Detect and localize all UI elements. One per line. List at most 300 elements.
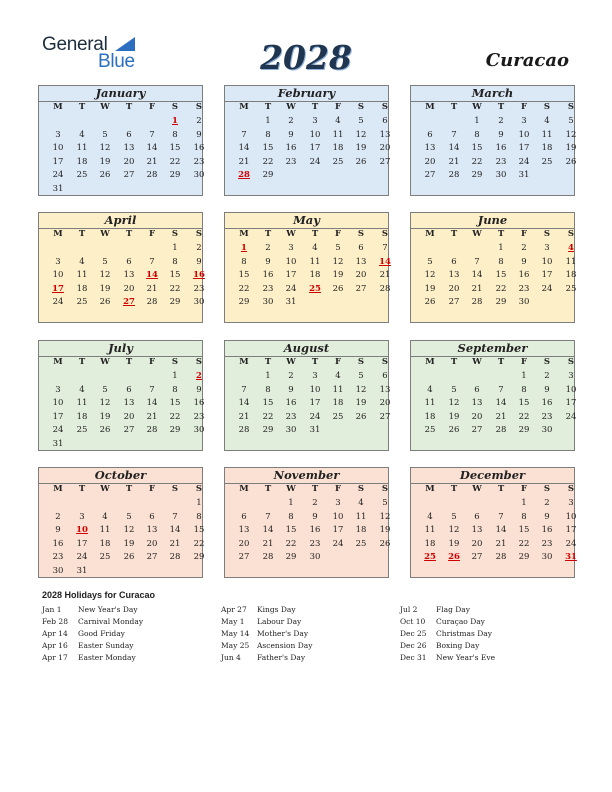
day-cell: 14 bbox=[146, 143, 158, 153]
day-cell: 7 bbox=[172, 511, 178, 522]
day-cell: 17 bbox=[52, 156, 64, 167]
holiday-date: Oct 10 bbox=[400, 617, 426, 626]
day-cell: 4 bbox=[79, 129, 85, 140]
day-cell: 3 bbox=[79, 511, 85, 522]
day-cell: 1 bbox=[498, 243, 504, 253]
day-cell: 25 bbox=[565, 283, 577, 294]
day-cell: 17 bbox=[565, 398, 577, 408]
day-cell: 6 bbox=[126, 256, 132, 267]
week-row bbox=[411, 524, 577, 537]
holiday-date: May 25 bbox=[221, 641, 250, 650]
day-cell: 20 bbox=[424, 156, 436, 167]
weekday-label: F bbox=[520, 484, 528, 494]
day-cell: 21 bbox=[379, 270, 391, 280]
day-cell: 5 bbox=[568, 116, 574, 126]
weekday-label: S bbox=[357, 102, 365, 112]
day-cell: 10 bbox=[565, 384, 577, 395]
week-row bbox=[39, 411, 205, 424]
day-cell: 28 bbox=[262, 552, 274, 562]
day-cell: 13 bbox=[123, 143, 135, 153]
day-cell: 23 bbox=[285, 411, 297, 422]
weekday-label: T bbox=[264, 357, 272, 367]
day-cell: 12 bbox=[355, 129, 367, 140]
day-cell: 21 bbox=[495, 411, 507, 422]
country-name: Curacao bbox=[485, 50, 569, 71]
weekday-label: S bbox=[357, 484, 365, 494]
day-cell: 20 bbox=[146, 538, 158, 549]
day-cell: 5 bbox=[335, 243, 341, 253]
day-cell: 16 bbox=[309, 525, 321, 535]
day-cell: 5 bbox=[102, 256, 108, 267]
day-cell: 26 bbox=[99, 425, 111, 435]
week-row bbox=[225, 296, 388, 309]
week-row bbox=[39, 397, 205, 410]
week-row bbox=[411, 142, 577, 155]
day-cell: 24 bbox=[52, 170, 64, 180]
day-cell: 17 bbox=[309, 398, 321, 408]
day-cell: 18 bbox=[541, 143, 553, 153]
day-cell: 23 bbox=[541, 411, 553, 422]
day-cell: 10 bbox=[332, 511, 344, 522]
holiday-name: Kings Day bbox=[257, 605, 296, 614]
holiday-name: Father's Day bbox=[257, 653, 306, 662]
week-row bbox=[225, 370, 388, 383]
day-cell: 1 bbox=[196, 498, 202, 508]
holiday-entry bbox=[42, 640, 212, 652]
day-cell: 3 bbox=[335, 498, 341, 508]
week-row bbox=[225, 384, 391, 397]
day-cell: 16 bbox=[541, 525, 553, 535]
weekday-header bbox=[225, 101, 388, 114]
day-cell: 24 bbox=[541, 283, 553, 294]
weekday-label: T bbox=[450, 229, 458, 239]
day-cell: 16 bbox=[193, 143, 205, 153]
day-cell: 8 bbox=[196, 511, 202, 522]
day-cell: 28 bbox=[448, 170, 460, 180]
month-title: September bbox=[411, 341, 574, 357]
week-row bbox=[39, 129, 202, 142]
week-row bbox=[225, 142, 391, 155]
day-cell: 18 bbox=[332, 143, 344, 153]
weekday-label: S bbox=[195, 229, 203, 239]
day-cell: 11 bbox=[76, 143, 88, 153]
weekday-label: S bbox=[195, 102, 203, 112]
week-row bbox=[39, 438, 202, 451]
day-cell: 4 bbox=[335, 371, 341, 381]
holiday-entry bbox=[221, 604, 391, 616]
holiday-day-cell: 25 bbox=[309, 283, 321, 294]
holiday-entry bbox=[221, 616, 391, 628]
calendar-year: 2028 bbox=[260, 38, 352, 77]
day-cell: 16 bbox=[52, 538, 64, 549]
day-cell: 30 bbox=[518, 297, 530, 307]
day-cell: 17 bbox=[541, 270, 553, 280]
day-cell: 14 bbox=[169, 525, 181, 535]
day-cell: 28 bbox=[169, 552, 181, 562]
weekday-label: S bbox=[195, 357, 203, 367]
weekday-label: T bbox=[497, 102, 505, 112]
day-cell: 8 bbox=[288, 511, 294, 522]
weekday-label: M bbox=[53, 357, 63, 367]
day-cell: 1 bbox=[474, 116, 480, 126]
day-cell: 8 bbox=[521, 384, 527, 395]
day-cell: 28 bbox=[379, 283, 391, 294]
day-cell: 2 bbox=[196, 116, 202, 126]
week-row bbox=[411, 156, 577, 169]
day-cell: 19 bbox=[332, 270, 344, 280]
day-cell: 18 bbox=[355, 525, 367, 535]
day-cell: 10 bbox=[309, 129, 321, 140]
day-cell: 7 bbox=[149, 129, 155, 140]
day-cell: 27 bbox=[355, 283, 367, 294]
day-cell: 11 bbox=[541, 129, 553, 140]
weekday-label: T bbox=[311, 229, 319, 239]
day-cell: 18 bbox=[309, 270, 321, 280]
day-cell: 21 bbox=[471, 283, 483, 294]
day-cell: 11 bbox=[99, 525, 111, 535]
week-row bbox=[225, 424, 388, 437]
week-row bbox=[39, 370, 202, 383]
day-cell: 22 bbox=[169, 411, 181, 422]
holiday-name: Easter Monday bbox=[78, 653, 136, 662]
day-cell: 27 bbox=[379, 156, 391, 167]
weekday-label: S bbox=[171, 357, 179, 367]
day-cell: 21 bbox=[262, 538, 274, 549]
day-cell: 30 bbox=[541, 425, 553, 435]
day-cell: 17 bbox=[76, 538, 88, 549]
weekday-label: S bbox=[381, 102, 389, 112]
weekday-label: T bbox=[450, 357, 458, 367]
holiday-date: Apr 27 bbox=[221, 605, 247, 614]
week-row bbox=[39, 551, 205, 564]
weekday-label: T bbox=[264, 102, 272, 112]
day-cell: 30 bbox=[193, 170, 205, 180]
day-cell: 26 bbox=[448, 425, 460, 435]
day-cell: 7 bbox=[451, 129, 457, 140]
weekday-label: T bbox=[311, 357, 319, 367]
weekday-label: F bbox=[334, 484, 342, 494]
weekday-label: W bbox=[100, 102, 110, 112]
day-cell: 18 bbox=[76, 283, 88, 294]
week-row bbox=[39, 497, 202, 510]
weekday-label: T bbox=[125, 484, 133, 494]
weekday-label: T bbox=[78, 357, 86, 367]
day-cell: 5 bbox=[102, 129, 108, 140]
holiday-day-cell: 14 bbox=[379, 256, 391, 267]
weekday-header bbox=[39, 483, 202, 496]
day-cell: 17 bbox=[518, 143, 530, 153]
day-cell: 9 bbox=[544, 384, 550, 395]
holiday-day-cell: 10 bbox=[76, 525, 88, 535]
day-cell: 10 bbox=[52, 398, 64, 408]
day-cell: 6 bbox=[241, 511, 247, 522]
day-cell: 9 bbox=[498, 129, 504, 140]
day-cell: 10 bbox=[541, 256, 553, 267]
day-cell: 28 bbox=[495, 552, 507, 562]
day-cell: 24 bbox=[518, 156, 530, 167]
weekday-label: F bbox=[334, 102, 342, 112]
weekday-label: S bbox=[567, 357, 575, 367]
weekday-header bbox=[39, 228, 202, 241]
weekday-label: T bbox=[311, 484, 319, 494]
week-row bbox=[39, 183, 202, 196]
day-cell: 4 bbox=[102, 511, 108, 522]
day-cell: 11 bbox=[309, 256, 321, 267]
holiday-day-cell: 1 bbox=[172, 116, 178, 126]
weekday-label: M bbox=[239, 229, 249, 239]
holiday-name: Ascension Day bbox=[257, 641, 313, 650]
day-cell: 5 bbox=[427, 256, 433, 267]
day-cell: 12 bbox=[565, 129, 577, 140]
day-cell: 12 bbox=[99, 398, 111, 408]
week-row bbox=[39, 169, 205, 182]
weekday-label: W bbox=[286, 229, 296, 239]
day-cell: 1 bbox=[172, 371, 178, 381]
day-cell: 3 bbox=[312, 371, 318, 381]
day-cell: 17 bbox=[332, 525, 344, 535]
day-cell: 2 bbox=[288, 371, 294, 381]
day-cell: 17 bbox=[285, 270, 297, 280]
day-cell: 30 bbox=[193, 297, 205, 307]
week-row bbox=[225, 269, 391, 282]
day-cell: 30 bbox=[285, 425, 297, 435]
holiday-day-cell: 1 bbox=[241, 243, 247, 253]
day-cell: 19 bbox=[99, 156, 111, 167]
day-cell: 11 bbox=[424, 525, 436, 535]
day-cell: 30 bbox=[262, 297, 274, 307]
weekday-header bbox=[411, 483, 574, 496]
day-cell: 13 bbox=[238, 525, 250, 535]
week-row bbox=[39, 565, 202, 578]
week-row bbox=[39, 424, 205, 437]
day-cell: 15 bbox=[495, 270, 507, 280]
holiday-date: Dec 25 bbox=[400, 629, 427, 638]
day-cell: 13 bbox=[424, 143, 436, 153]
day-cell: 12 bbox=[99, 143, 111, 153]
weekday-label: S bbox=[357, 229, 365, 239]
holiday-entry bbox=[400, 616, 570, 628]
week-row bbox=[225, 156, 391, 169]
holiday-name: New Year's Eve bbox=[436, 653, 496, 662]
day-cell: 5 bbox=[102, 384, 108, 395]
day-cell: 4 bbox=[79, 384, 85, 395]
day-cell: 27 bbox=[471, 552, 483, 562]
day-cell: 14 bbox=[495, 398, 507, 408]
day-cell: 2 bbox=[55, 511, 61, 522]
day-cell: 29 bbox=[471, 170, 483, 180]
day-cell: 2 bbox=[312, 498, 318, 508]
day-cell: 12 bbox=[332, 256, 344, 267]
week-row bbox=[411, 551, 577, 564]
weekday-label: M bbox=[239, 102, 249, 112]
day-cell: 11 bbox=[565, 256, 577, 267]
day-cell: 3 bbox=[568, 498, 574, 508]
day-cell: 15 bbox=[169, 270, 181, 280]
day-cell: 8 bbox=[172, 256, 178, 267]
weekday-label: W bbox=[472, 229, 482, 239]
day-cell: 17 bbox=[565, 525, 577, 535]
day-cell: 14 bbox=[495, 525, 507, 535]
day-cell: 15 bbox=[193, 525, 205, 535]
day-cell: 3 bbox=[288, 243, 294, 253]
day-cell: 19 bbox=[424, 283, 436, 294]
weekday-label: F bbox=[148, 229, 156, 239]
holiday-date: Feb 28 bbox=[42, 617, 68, 626]
day-cell: 27 bbox=[471, 425, 483, 435]
day-cell: 11 bbox=[355, 511, 367, 522]
day-cell: 28 bbox=[495, 425, 507, 435]
day-cell: 29 bbox=[518, 552, 530, 562]
day-cell: 21 bbox=[146, 283, 158, 294]
day-cell: 15 bbox=[518, 398, 530, 408]
day-cell: 18 bbox=[424, 411, 436, 422]
day-cell: 15 bbox=[169, 143, 181, 153]
week-row bbox=[39, 142, 205, 155]
weekday-label: W bbox=[100, 357, 110, 367]
day-cell: 23 bbox=[193, 411, 205, 422]
week-row bbox=[225, 169, 388, 182]
day-cell: 15 bbox=[169, 398, 181, 408]
holiday-name: Flag Day bbox=[436, 605, 470, 614]
month-august bbox=[224, 340, 389, 451]
week-row bbox=[411, 129, 577, 142]
weekday-label: M bbox=[425, 229, 435, 239]
day-cell: 21 bbox=[495, 538, 507, 549]
day-cell: 1 bbox=[265, 116, 271, 126]
day-cell: 6 bbox=[149, 511, 155, 522]
day-cell: 23 bbox=[518, 283, 530, 294]
day-cell: 13 bbox=[448, 270, 460, 280]
weekday-header bbox=[411, 101, 574, 114]
day-cell: 28 bbox=[146, 425, 158, 435]
week-row bbox=[225, 115, 388, 128]
day-cell: 6 bbox=[474, 511, 480, 522]
week-row bbox=[411, 256, 577, 269]
weekday-header bbox=[225, 228, 388, 241]
holiday-entry bbox=[221, 628, 391, 640]
day-cell: 26 bbox=[424, 297, 436, 307]
day-cell: 29 bbox=[518, 425, 530, 435]
week-row bbox=[411, 497, 574, 510]
day-cell: 7 bbox=[474, 256, 480, 267]
day-cell: 23 bbox=[495, 156, 507, 167]
month-title: March bbox=[411, 86, 574, 102]
day-cell: 25 bbox=[76, 170, 88, 180]
weekday-label: T bbox=[311, 102, 319, 112]
holiday-day-cell: 2 bbox=[196, 371, 202, 381]
month-title: February bbox=[225, 86, 388, 102]
day-cell: 4 bbox=[79, 256, 85, 267]
week-row bbox=[39, 156, 205, 169]
day-cell: 21 bbox=[238, 411, 250, 422]
week-row bbox=[411, 283, 577, 296]
day-cell: 13 bbox=[146, 525, 158, 535]
day-cell: 3 bbox=[544, 243, 550, 253]
day-cell: 7 bbox=[498, 384, 504, 395]
day-cell: 19 bbox=[355, 398, 367, 408]
weekday-label: S bbox=[567, 484, 575, 494]
day-cell: 16 bbox=[262, 270, 274, 280]
day-cell: 6 bbox=[427, 129, 433, 140]
day-cell: 24 bbox=[565, 411, 577, 422]
weekday-header bbox=[411, 228, 574, 241]
day-cell: 6 bbox=[382, 116, 388, 126]
weekday-label: T bbox=[125, 229, 133, 239]
holiday-entry bbox=[400, 652, 570, 664]
day-cell: 7 bbox=[265, 511, 271, 522]
day-cell: 9 bbox=[288, 129, 294, 140]
weekday-header bbox=[411, 356, 574, 369]
day-cell: 29 bbox=[262, 170, 274, 180]
day-cell: 14 bbox=[238, 143, 250, 153]
day-cell: 22 bbox=[518, 411, 530, 422]
day-cell: 23 bbox=[52, 552, 64, 562]
weekday-label: W bbox=[286, 357, 296, 367]
day-cell: 6 bbox=[358, 243, 364, 253]
day-cell: 31 bbox=[76, 565, 88, 576]
day-cell: 16 bbox=[285, 398, 297, 408]
day-cell: 24 bbox=[565, 538, 577, 549]
holiday-day-cell: 16 bbox=[193, 270, 205, 280]
day-cell: 27 bbox=[123, 170, 135, 180]
day-cell: 24 bbox=[52, 425, 64, 435]
day-cell: 9 bbox=[196, 384, 202, 395]
day-cell: 1 bbox=[172, 243, 178, 253]
day-cell: 13 bbox=[123, 398, 135, 408]
day-cell: 2 bbox=[498, 116, 504, 126]
day-cell: 29 bbox=[169, 170, 181, 180]
day-cell: 2 bbox=[265, 243, 271, 253]
day-cell: 18 bbox=[76, 156, 88, 167]
day-cell: 22 bbox=[193, 538, 205, 549]
day-cell: 13 bbox=[379, 129, 391, 140]
weekday-label: T bbox=[78, 102, 86, 112]
weekday-label: T bbox=[125, 102, 133, 112]
holiday-name: Carnival Monday bbox=[78, 617, 144, 626]
day-cell: 14 bbox=[448, 143, 460, 153]
holiday-column bbox=[400, 604, 570, 664]
day-cell: 5 bbox=[451, 511, 457, 522]
day-cell: 15 bbox=[471, 143, 483, 153]
day-cell: 26 bbox=[99, 297, 111, 307]
weekday-label: W bbox=[472, 102, 482, 112]
week-row bbox=[411, 370, 574, 383]
week-row bbox=[39, 538, 205, 551]
holiday-date: May 14 bbox=[221, 629, 250, 638]
day-cell: 26 bbox=[332, 283, 344, 294]
day-cell: 17 bbox=[52, 411, 64, 422]
week-row bbox=[411, 269, 577, 282]
holiday-entry bbox=[400, 640, 570, 652]
day-cell: 20 bbox=[379, 398, 391, 408]
holiday-day-cell: 31 bbox=[565, 552, 577, 562]
weekday-label: S bbox=[171, 484, 179, 494]
month-title: August bbox=[225, 341, 388, 357]
day-cell: 26 bbox=[99, 170, 111, 180]
holiday-date: Dec 26 bbox=[400, 641, 427, 650]
day-cell: 5 bbox=[126, 511, 132, 522]
day-cell: 9 bbox=[265, 256, 271, 267]
day-cell: 24 bbox=[332, 538, 344, 549]
day-cell: 22 bbox=[169, 283, 181, 294]
day-cell: 19 bbox=[448, 538, 460, 549]
day-cell: 26 bbox=[355, 411, 367, 422]
day-cell: 2 bbox=[288, 116, 294, 126]
day-cell: 5 bbox=[358, 371, 364, 381]
week-row bbox=[411, 397, 577, 410]
day-cell: 20 bbox=[123, 283, 135, 294]
weekday-label: S bbox=[171, 229, 179, 239]
